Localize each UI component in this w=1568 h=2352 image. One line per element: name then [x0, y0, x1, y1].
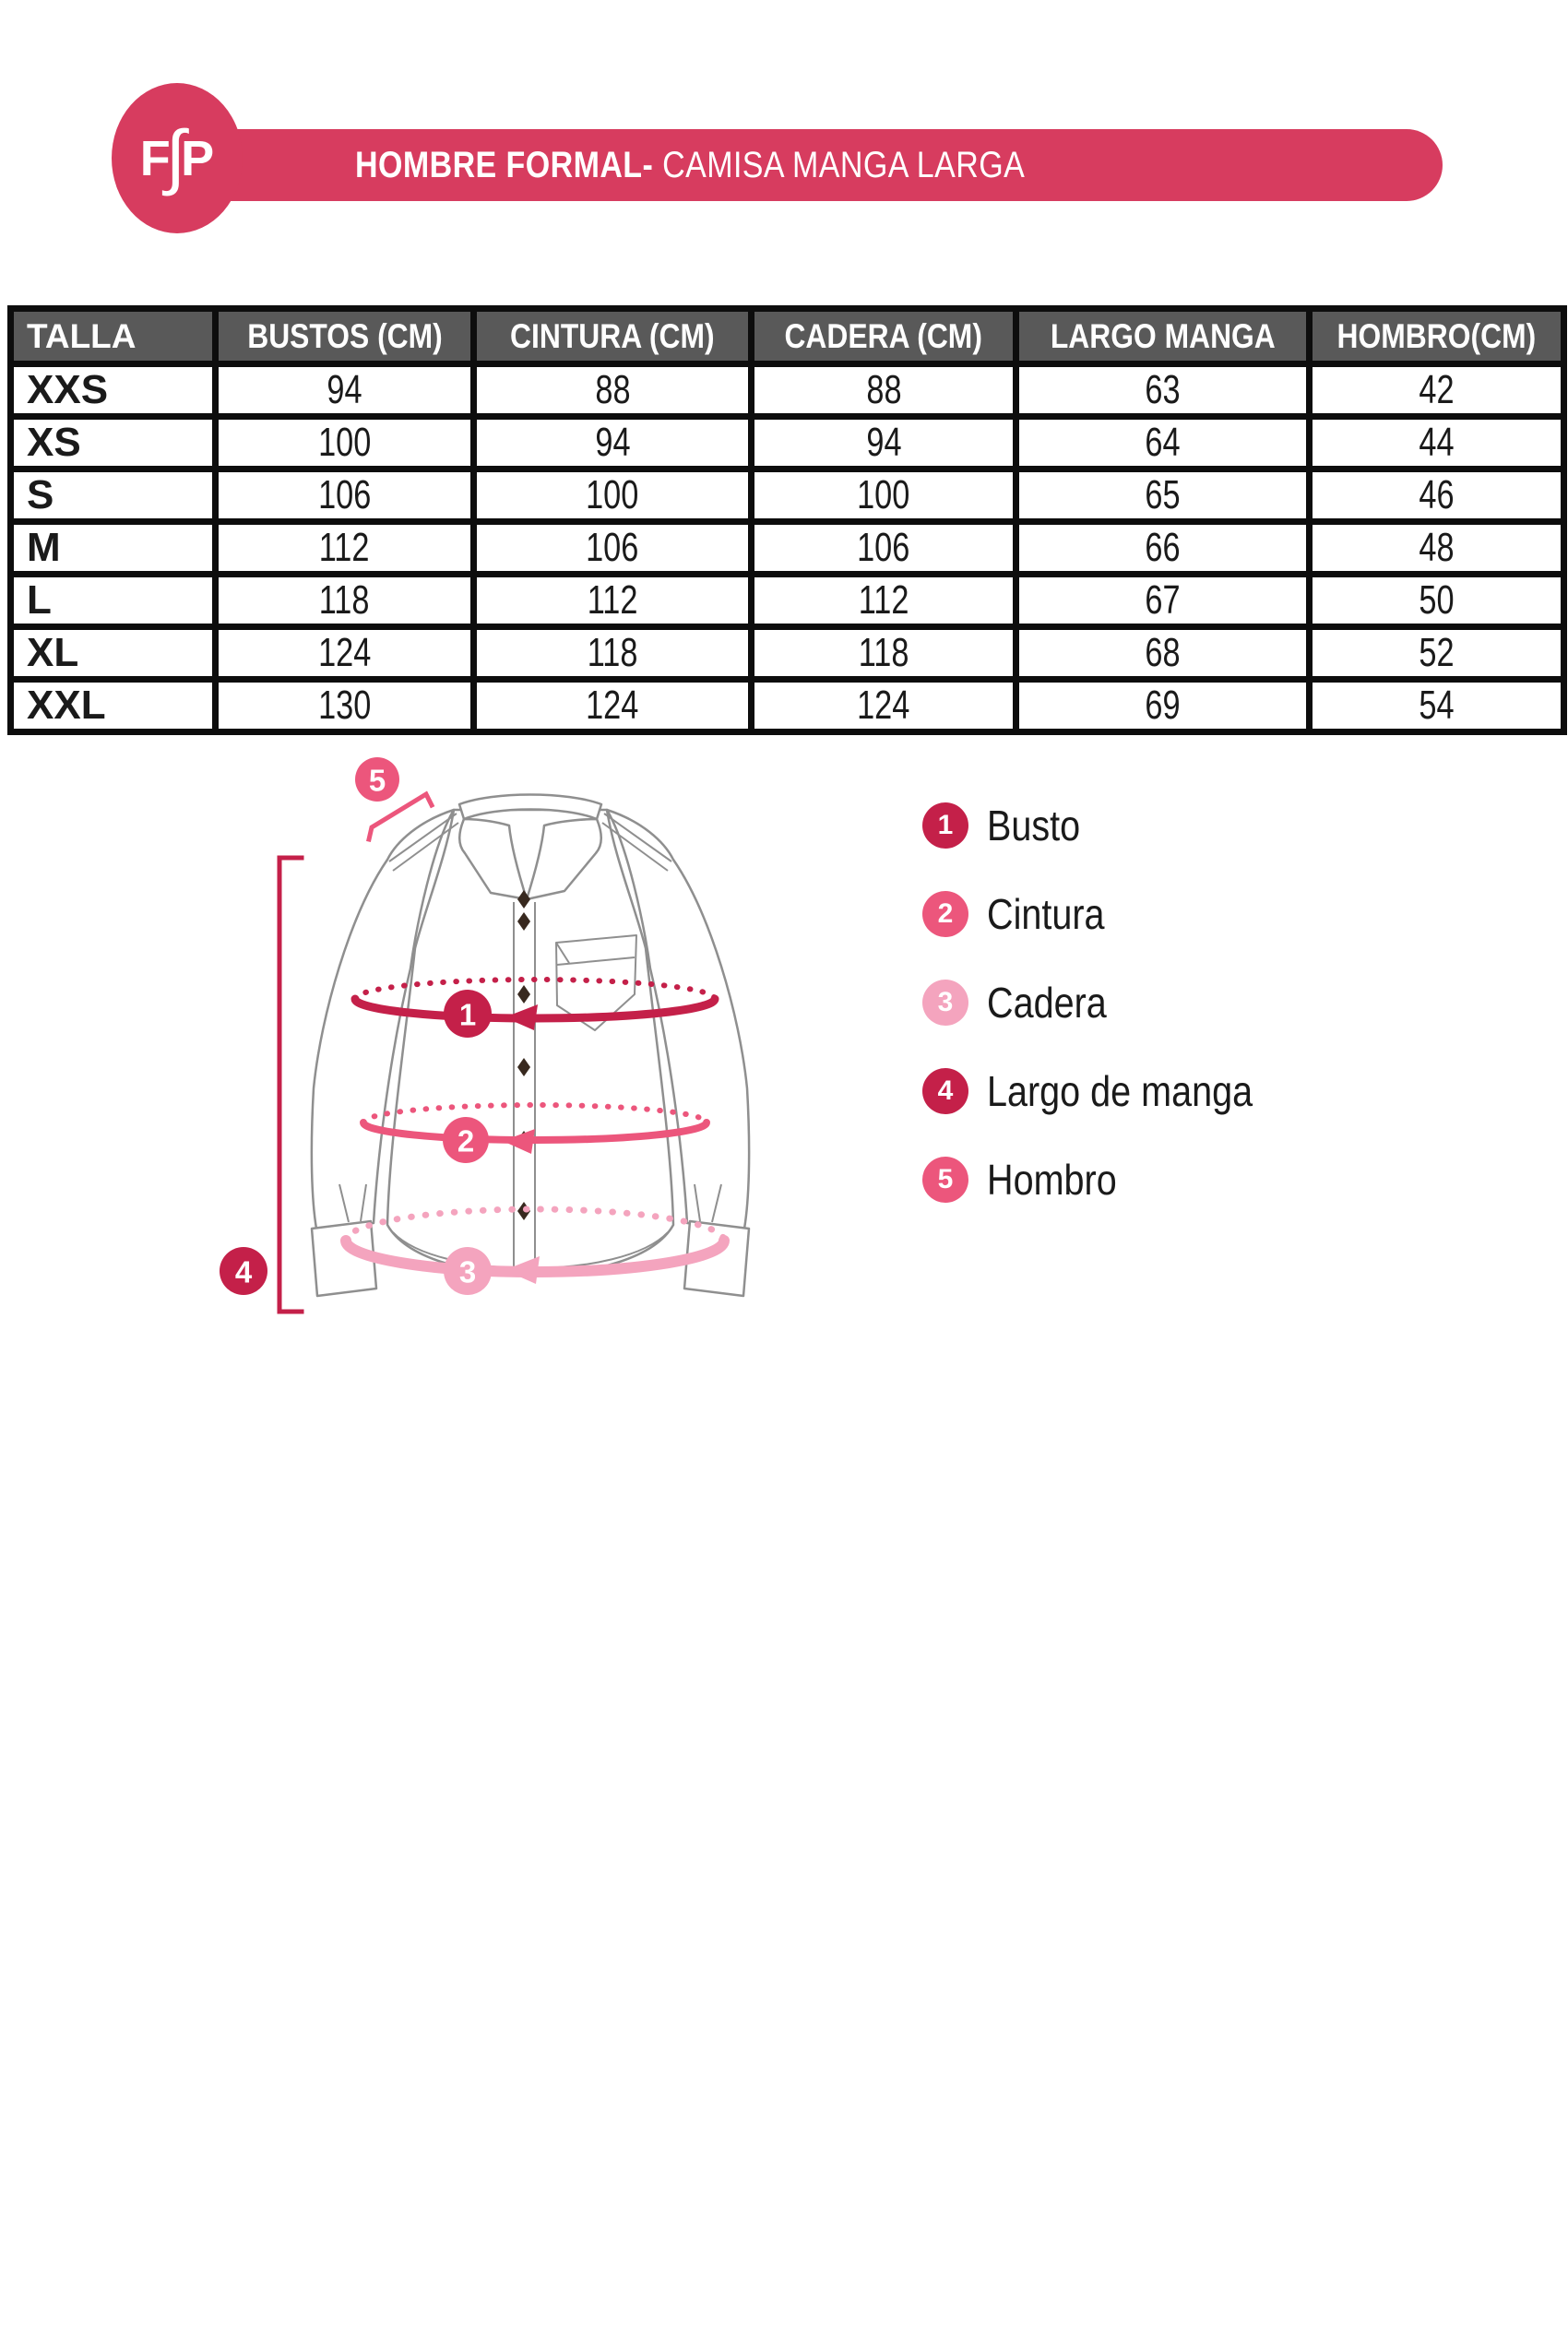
legend-item	[922, 1068, 1296, 1114]
legend-label: Largo de manga	[987, 1067, 1253, 1115]
legend-item	[922, 980, 1296, 1026]
size-table-header	[11, 309, 1564, 364]
bust-cell: 118	[216, 575, 474, 627]
legend-item	[922, 802, 1296, 849]
size-table-body	[11, 364, 1564, 732]
legend-badge: 5	[922, 1157, 968, 1203]
shoulder-cell: 42	[1310, 364, 1564, 417]
badge-3: 3	[458, 1254, 477, 1289]
logo-letter-s: ∫	[165, 115, 186, 196]
page-title-category: HOMBRE FORMAL-	[355, 144, 654, 185]
size-label-cell: XXL	[11, 680, 216, 732]
size-label-cell: M	[11, 522, 216, 575]
waist-cell: 124	[474, 680, 752, 732]
column-header-largo-manga: LARGO MANGA	[1016, 309, 1310, 364]
hip-cell: 88	[752, 364, 1016, 417]
sleeve-cell: 66	[1016, 522, 1310, 575]
table-row	[11, 364, 1564, 417]
bust-cell: 100	[216, 417, 474, 469]
badge-4: 4	[234, 1254, 253, 1289]
legend-label: Cadera	[987, 979, 1107, 1027]
shoulder-cell: 48	[1310, 522, 1564, 575]
shirt-measurement-diagram	[212, 756, 784, 1365]
sleeve-length-measure	[220, 858, 302, 1312]
legend-badge: 4	[922, 1068, 968, 1114]
sleeve-cell: 68	[1016, 627, 1310, 680]
hip-cell: 100	[752, 469, 1016, 522]
legend	[922, 802, 1296, 1203]
table-row	[11, 469, 1564, 522]
hip-cell: 94	[752, 417, 1016, 469]
sleeve-cell: 69	[1016, 680, 1310, 732]
column-header-cadera: CADERA (CM)	[752, 309, 1016, 364]
bust-cell: 94	[216, 364, 474, 417]
badge-1: 1	[458, 997, 477, 1032]
column-header-bustos: BUSTOS (CM)	[216, 309, 474, 364]
sleeve-cell: 67	[1016, 575, 1310, 627]
table-row	[11, 680, 1564, 732]
brand-logo	[112, 83, 243, 233]
column-header-hombro: HOMBRO(CM)	[1310, 309, 1564, 364]
shoulder-cell: 44	[1310, 417, 1564, 469]
bust-cell: 124	[216, 627, 474, 680]
legend-item	[922, 891, 1296, 937]
bust-cell: 106	[216, 469, 474, 522]
sleeve-cell: 64	[1016, 417, 1310, 469]
badge-5: 5	[368, 763, 386, 798]
legend-badge: 3	[922, 980, 968, 1026]
legend-badge: 2	[922, 891, 968, 937]
legend-badge: 1	[922, 802, 968, 849]
column-header-talla: TALLA	[11, 309, 216, 364]
bust-cell: 130	[216, 680, 474, 732]
size-table	[7, 305, 1567, 735]
legend-label: Hombro	[987, 1156, 1117, 1204]
table-row	[11, 627, 1564, 680]
size-label-cell: L	[11, 575, 216, 627]
shoulder-cell: 54	[1310, 680, 1564, 732]
title-banner	[177, 129, 1443, 201]
size-label-cell: XS	[11, 417, 216, 469]
shoulder-cell: 46	[1310, 469, 1564, 522]
hip-cell: 118	[752, 627, 1016, 680]
table-row	[11, 575, 1564, 627]
sleeve-cell: 63	[1016, 364, 1310, 417]
shoulder-cell: 50	[1310, 575, 1564, 627]
size-label-cell: XL	[11, 627, 216, 680]
legend-label: Cintura	[987, 890, 1105, 938]
size-label-cell: S	[11, 469, 216, 522]
table-row	[11, 417, 1564, 469]
hip-cell: 112	[752, 575, 1016, 627]
table-row	[11, 522, 1564, 575]
bust-cell: 112	[216, 522, 474, 575]
waist-cell: 112	[474, 575, 752, 627]
hip-cell: 106	[752, 522, 1016, 575]
page-title-product: CAMISA MANGA LARGA	[653, 144, 1026, 185]
waist-cell: 94	[474, 417, 752, 469]
logo-letter-p: P	[181, 130, 215, 186]
legend-label: Busto	[987, 802, 1081, 849]
header-row	[11, 309, 1564, 364]
shoulder-cell: 52	[1310, 627, 1564, 680]
badge-2: 2	[457, 1123, 475, 1158]
waist-cell: 106	[474, 522, 752, 575]
logo-letter-f: F	[139, 130, 171, 186]
hip-cell: 124	[752, 680, 1016, 732]
waist-cell: 88	[474, 364, 752, 417]
size-label-cell: XXS	[11, 364, 216, 417]
page-title	[355, 145, 1025, 186]
column-header-cintura: CINTURA (CM)	[474, 309, 752, 364]
sleeve-cell: 65	[1016, 469, 1310, 522]
legend-item	[922, 1157, 1296, 1203]
waist-cell: 118	[474, 627, 752, 680]
waist-cell: 100	[474, 469, 752, 522]
